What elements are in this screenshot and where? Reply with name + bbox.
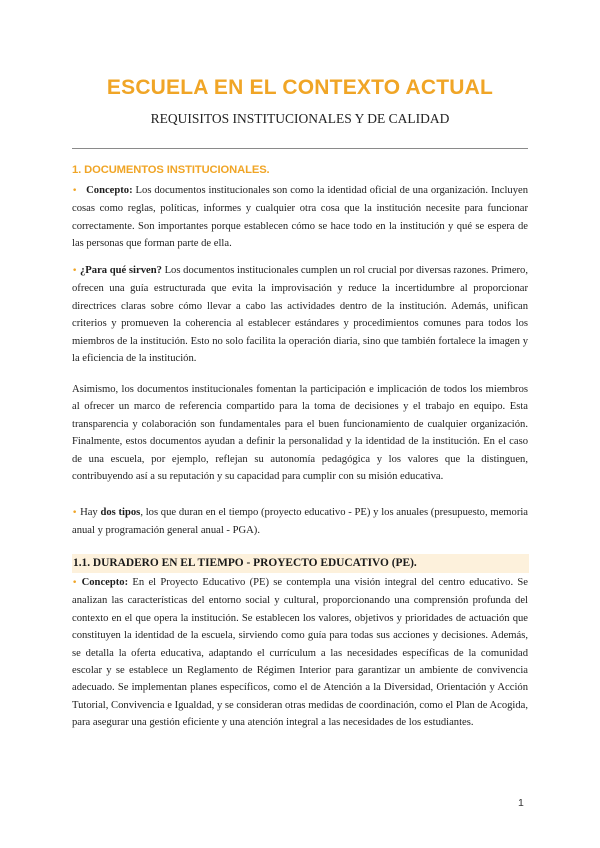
paragraph-para-que-sirven xyxy=(72,262,528,367)
paragraph-text: Los documentos institucionales cumplen un rol crucial por diversas razones. Primero, ofrecen una guía estructurada que evita la improvisación y reduce la incertidumbre al proporcionar directrices claras sobre cómo llevar a cabo las actividades dentro de la institución. Además, unifican criterios y promueven la coherencia al establecer estándares y procedimientos comunes para todos los miembros de la institución. Esto no solo facilita la operación diaria, sino que también fortalece la imagen y la eficiencia de la institución. xyxy=(72,265,528,365)
paragraph-text: En el Proyecto Educativo (PE) se contempla una visión integral del centro educativo. Se analizan las características del entorno social y cultural, proporcionando una comprensión profunda del contexto en el que opera la institución. Se establecen los valores, objetivos y prioridades de actuación que constituyen la identidad de la escuela, sirviendo como guía para todas sus acciones y decisiones. Además, se detalla la oferta educativa, adaptando el currículum a las necesidades específicas de la comunidad escolar y se establece un Reglamento de Régimen Interior para garantizar un ambiente de convivencia adecuado. Se implementan planes específicos, como el de Atención a la Diversidad, Orientación y Acción Tutorial, Convivencia e Igualdad, y se consideran otras medidas de coordinación, como el Plan de Acogida, para asegurar una gestión eficiente y una atención integral a las necesidades de los estudiantes. xyxy=(72,577,528,729)
title-divider xyxy=(72,148,528,149)
subsection-heading-proyecto-educativo: 1.1. DURADERO EN EL TIEMPO - PROYECTO EDUCATIVO (PE). xyxy=(72,554,529,573)
paragraph-proyecto-educativo xyxy=(72,574,528,732)
paragraph-lead: ¿Para qué sirven? xyxy=(80,265,162,276)
section-heading-documentos: 1. DOCUMENTOS INSTITUCIONALES. xyxy=(72,164,270,176)
paragraph-asimismo: Asimismo, los documentos institucionales fomentan la participación e implicación de todos los miembros al ofrecer un marco de referencia compartido para la toma de decisiones y el trabajo en equipo. Esta transparencia y colaboración son fundamentales para el buen funcionamiento de cualquier organización. Finalmente, estos documentos ayudan a definir la personalidad y la identidad de la institución. En el caso de una escuela, por ejemplo, reflejan su autonomía pedagógica y los valores que la distinguen, contribuyendo así a su reputación y su capacidad para cumplir con su misión educativa. xyxy=(72,384,528,483)
paragraph-text-pre: Hay xyxy=(80,507,101,518)
page-number: 1 xyxy=(518,797,524,809)
bullet-icon: • xyxy=(72,266,78,276)
paragraph-dos-tipos xyxy=(72,504,528,540)
bullet-icon: • xyxy=(72,578,78,588)
document-title: ESCUELA EN EL CONTEXTO ACTUAL xyxy=(106,76,494,99)
paragraph-text: , los que duran en el tiempo (proyecto educativo - PE) y los anuales (presupuesto, memoria anual y programación general anual - PGA). xyxy=(72,507,528,537)
bullet-icon: • xyxy=(72,186,78,196)
paragraph-concepto xyxy=(72,182,528,253)
bullet-icon: • xyxy=(72,508,78,518)
document-subtitle: REQUISITOS INSTITUCIONALES Y DE CALIDAD xyxy=(150,111,450,126)
paragraph-lead: Concepto: xyxy=(86,185,133,196)
paragraph-bold: dos tipos xyxy=(100,507,141,518)
paragraph-text: Los documentos institucionales son como la identidad oficial de una organización. Incluyen cosas como reglas, políticas, informes y cualquier otra cosa que la institución necesite para funcionar correctamente. Son importantes porque establecen cómo se hace todo en la institución y qué se espera de las personas que forman parte de ella. xyxy=(72,185,529,250)
paragraph-lead: Concepto: xyxy=(81,577,129,588)
